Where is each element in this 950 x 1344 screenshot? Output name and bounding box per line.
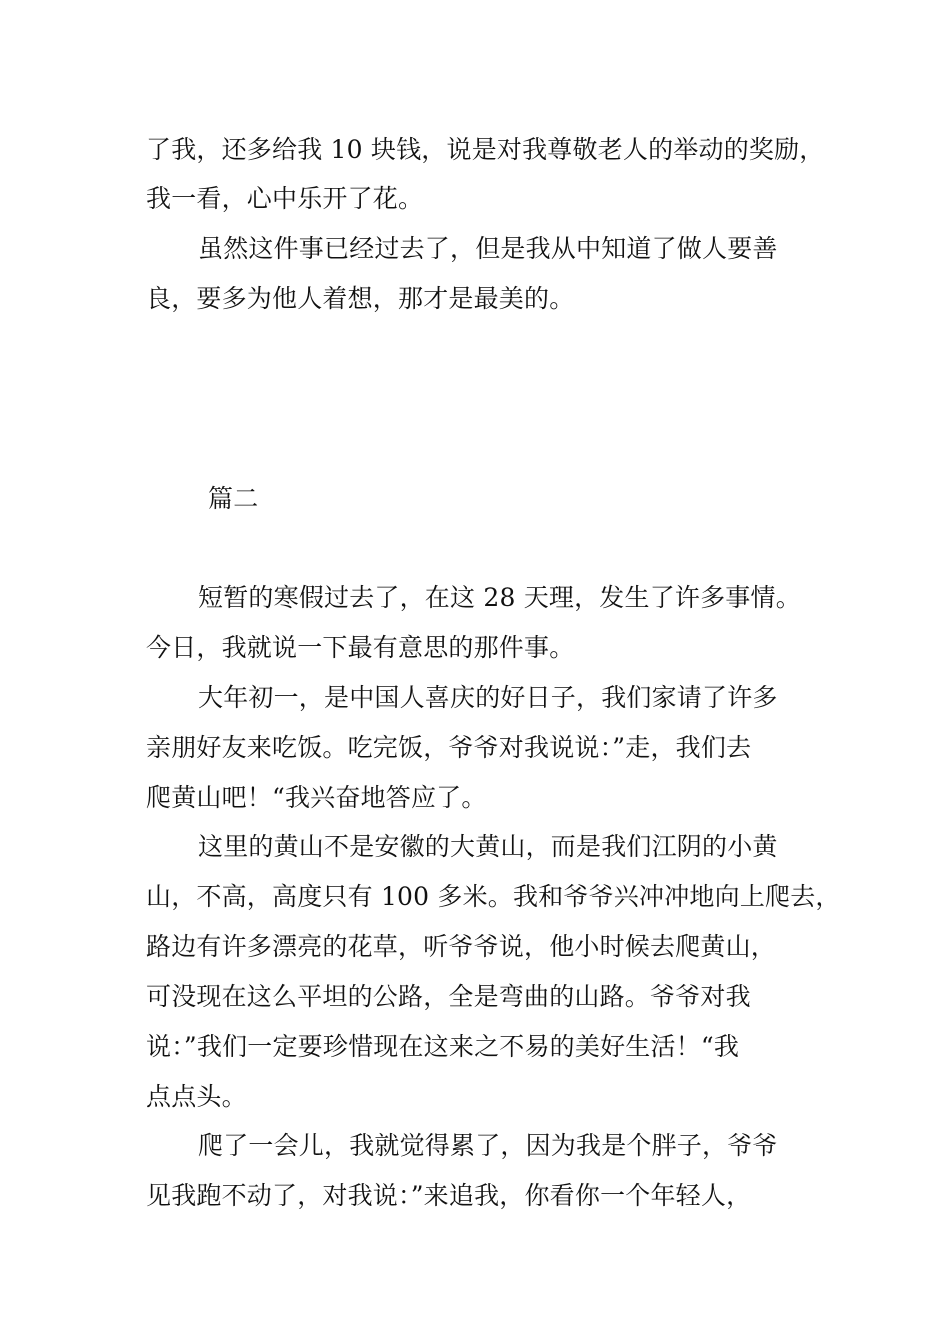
paragraph-3-line-1: 短暂的寒假过去了，在这 28 天理，发生了许多事情。 xyxy=(198,583,801,612)
paragraph-6-line-1: 爬了一会儿，我就觉得累了，因为我是个胖子，爷爷 xyxy=(198,1131,778,1160)
paragraph-2-line-1: 虽然这件事已经过去了，但是我从中知道了做人要善 xyxy=(198,234,778,263)
paragraph-2-line-2: 良，要多为他人着想，那才是最美的。 xyxy=(146,284,575,313)
paragraph-5-line-4: 可没现在这么平坦的公路，全是弯曲的山路。爷爷对我 xyxy=(146,982,751,1011)
paragraph-5-line-5: 说：”我们一定要珍惜现在这来之不易的美好生活！“我 xyxy=(146,1032,740,1061)
section-title: 篇二 xyxy=(208,484,259,513)
paragraph-5-line-1: 这里的黄山不是安徽的大黄山，而是我们江阴的小黄 xyxy=(198,832,778,861)
paragraph-4-line-1: 大年初一，是中国人喜庆的好日子，我们家请了许多 xyxy=(198,683,778,712)
paragraph-5-line-3: 路边有许多漂亮的花草，听爷爷说，他小时候去爬黄山， xyxy=(146,932,777,961)
paragraph-1-line-1: 了我，还多给我 10 块钱，说是对我尊敬老人的举动的奖励， xyxy=(146,135,825,164)
paragraph-1-line-2: 我一看，心中乐开了花。 xyxy=(146,184,424,213)
paragraph-6-line-2: 见我跑不动了，对我说：”来追我，你看你一个年轻人， xyxy=(146,1181,752,1210)
paragraph-5-line-2: 山，不高，高度只有 100 多米。我和爷爷兴冲冲地向上爬去， xyxy=(146,882,841,911)
paragraph-4-line-3: 爬黄山吧！“我兴奋地答应了。 xyxy=(146,783,487,812)
paragraph-4-line-2: 亲朋好友来吃饭。吃完饭，爷爷对我说说：”走，我们去 xyxy=(146,733,752,762)
paragraph-5-line-6: 点点头。 xyxy=(146,1082,247,1111)
paragraph-3-line-2: 今日，我就说一下最有意思的那件事。 xyxy=(146,633,575,662)
